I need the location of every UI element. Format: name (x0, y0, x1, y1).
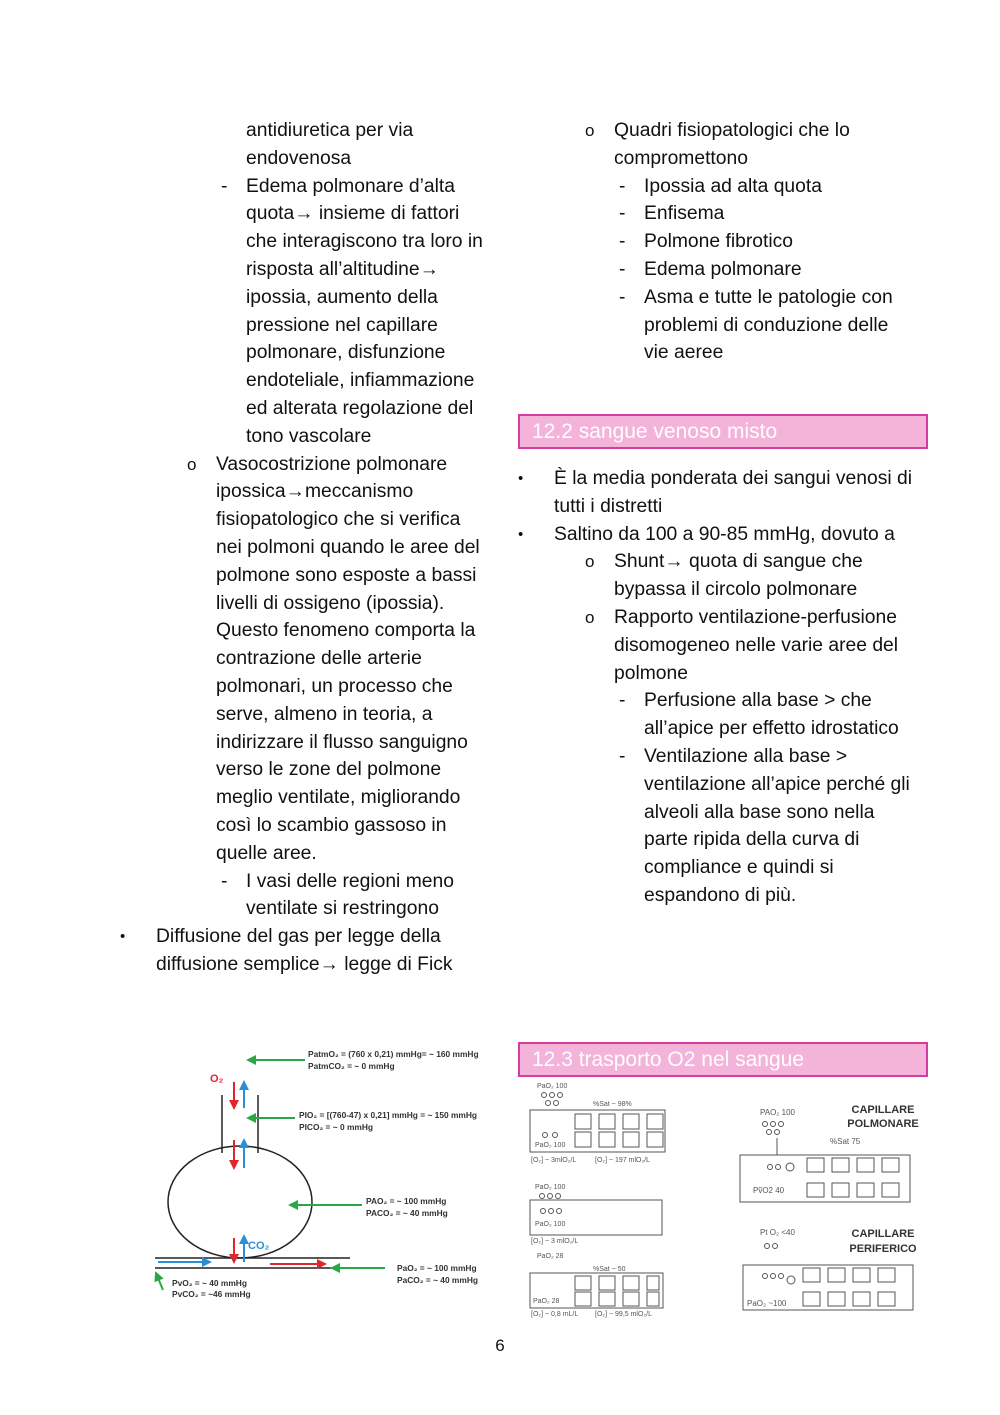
pointer-pv (156, 1273, 163, 1290)
list-item (120, 868, 490, 924)
left-column (120, 117, 490, 979)
alveolus (168, 1146, 312, 1258)
sketch1-top: PaO₂ 100 (537, 1083, 568, 1090)
paco2-label: PACO₂ = ~ 40 mmHg (366, 1208, 448, 1218)
pulm-label-2: POLMONARE (847, 1118, 919, 1130)
pulm-sat: %Sat 75 (830, 1137, 861, 1146)
sketch1-caption-b: [O₂] ~ 197 mlO₂/L (595, 1157, 651, 1164)
sketch3-sat: %Sat ~ 50 (593, 1266, 626, 1273)
list-item-text: Shunt→ quota di sangue che bypassa il circolo polmonare (614, 551, 863, 601)
list-item (518, 284, 918, 367)
list-item-text: Polmone fibrotico (644, 231, 793, 253)
list-item-text: Saltino da 100 a 90-85 mmHg, dovuto a (554, 523, 895, 545)
list-item (518, 548, 918, 604)
paco2-art-label: PaCO₂ = ~ 40 mmHg (397, 1275, 478, 1285)
list-item-text: Perfusione alla base > che all’apice per effetto idrostatico (644, 690, 899, 740)
list-marker: - (619, 231, 626, 253)
list-item-text: Edema polmonare d’alta quota→ insieme di fattori che interagiscono tra loro in risposta all’altitudine→ ipossia, aumento della pressione nel capillare polmonare, disfunzione endoteliale, infiammazione ed alterata regolazione del tono vascolare (246, 175, 483, 447)
sketch1-caption-a: [O₂] ~ 3mlO₂/L (531, 1157, 577, 1164)
pao2-label: PAO₂ = ~ 100 mmHg (366, 1196, 447, 1206)
list-marker: o (585, 552, 595, 572)
list-item (518, 228, 918, 256)
list-marker: - (619, 258, 626, 280)
list-marker: - (619, 690, 626, 712)
peri-label-1: CAPILLARE (851, 1228, 915, 1240)
pvco2-label: PvCO₂ = ~46 mmHg (172, 1289, 251, 1299)
pulm-pv: PṽO2 40 (753, 1186, 785, 1195)
sketch1-sat: %Sat ~ 98% (593, 1101, 632, 1108)
list-item-text: Diffusione del gas per legge della diffusione semplice→ legge di Fick (156, 926, 453, 975)
list-marker: o (187, 454, 197, 474)
list-marker: o (585, 607, 595, 627)
list-item-text: Ventilazione alla base > ventilazione all’apice perché gli alveoli alla base sono nella parte ripida della curva di compliance e quindi si espandono di più. (644, 745, 910, 906)
pao2-art-label: PaO₂ = ~ 100 mmHg (397, 1263, 477, 1273)
o2-label: O₂ (210, 1073, 224, 1085)
list-marker: o (585, 121, 595, 140)
sketch3-caption-a: [O₂] ~ 0,8 mL/L (531, 1311, 579, 1318)
sketch3-inner: PaO₂ 28 (533, 1298, 560, 1305)
pulm-top: PAO₂ 100 (760, 1108, 795, 1117)
o2-transport-sketch (525, 1080, 920, 1320)
right-column-mid (518, 465, 918, 910)
list-item-text: Quadri fisiopatologici che lo compromettono (614, 120, 850, 169)
section-heading-12-3: 12.3 trasporto O2 nel sangue (518, 1042, 928, 1077)
list-marker: - (221, 175, 228, 197)
section-heading-12-2: 12.2 sangue venoso misto (518, 414, 928, 449)
pvo2-label: PvO₂ = ~ 40 mmHg (172, 1278, 247, 1288)
list-item-text: Ipossia ad alta quota (644, 175, 822, 197)
list-item (518, 200, 918, 228)
patm-o2-label: PatmO₂ = (760 x 0,21) mmHg= ~ 160 mmHg (308, 1049, 479, 1059)
list-item-text: Enfisema (644, 203, 725, 225)
list-item (518, 687, 918, 743)
list-marker: - (619, 745, 626, 767)
pulm-label-1: CAPILLARE (851, 1104, 915, 1116)
list-item (120, 451, 490, 868)
sketch1-inner: PaO₂ 100 (535, 1142, 566, 1149)
list-item-text: I vasi delle regioni meno ventilate si restringono (246, 870, 454, 920)
list-item-text: È la media ponderata dei sangui venosi di tutti i distretti (554, 468, 913, 517)
page-number: 6 (495, 1336, 505, 1355)
list-item (518, 465, 918, 521)
list-item (120, 923, 490, 979)
fick-diffusion-diagram (150, 1040, 500, 1305)
list-item (518, 173, 918, 201)
list-marker: - (619, 175, 626, 197)
sketch2-inner: PaO₂ 100 (535, 1221, 566, 1228)
pico2-label: PICO₂ = ~ 0 mmHg (299, 1122, 374, 1132)
list-marker: - (619, 286, 626, 308)
list-marker: • (120, 928, 126, 946)
list-marker: - (221, 870, 228, 892)
list-item-text: Vasocostrizione polmonare ipossica→meccanismo fisiopatologico che si verifica nei polmoni quando le aree del polmone sono esposte a bassi livelli di ossigeno (ipossia). Questo fenomeno comporta la contrazione delle arterie polmonari, un processo che serve, almeno in teoria, a indirizzare il flusso sanguigno verso le zone del polmone meglio ventilate, migliorando così lo scambio gassoso in quelle aree. (216, 453, 480, 864)
list-marker: • (518, 525, 524, 543)
list-item-text: Rapporto ventilazione-perfusione disomogeneo nelle varie aree del polmone (614, 606, 899, 684)
peri-label-2: PERIFERICO (849, 1243, 917, 1255)
list-item-text: antidiuretica per via endovenosa (246, 120, 414, 169)
sketch3-top: PaO₂ 28 (537, 1253, 564, 1260)
sketch2-top: PaO₂ 100 (535, 1184, 566, 1191)
list-item (518, 521, 918, 549)
co2-label: CO₂ (248, 1240, 270, 1252)
sketch2-caption: [O₂] ~ 3 mlO₂/L (531, 1238, 579, 1245)
list-item (120, 117, 490, 173)
list-item-text: Edema polmonare (644, 258, 802, 280)
right-column-top (518, 117, 918, 367)
pio2-label: PIO₂ = [(760-47) x 0,21] mmHg = ~ 150 mmHg (299, 1110, 478, 1120)
peri-top: Pt O₂ <40 (760, 1228, 795, 1237)
list-item (518, 117, 918, 173)
list-item-text: Asma e tutte le patologie con problemi di conduzione delle vie aeree (644, 286, 893, 364)
peri-pa: PaO₂ ~100 (747, 1299, 787, 1308)
list-marker: - (619, 203, 626, 225)
list-item (518, 743, 918, 910)
list-item (518, 604, 918, 687)
sketch2-box (530, 1200, 662, 1235)
list-marker: • (518, 470, 524, 487)
list-item (518, 256, 918, 284)
patm-co2-label: PatmCO₂ = ~ 0 mmHg (308, 1061, 395, 1071)
list-item (120, 173, 490, 451)
sketch3-caption-b: [O₂] ~ 99,5 mlO₂/L (595, 1311, 652, 1318)
